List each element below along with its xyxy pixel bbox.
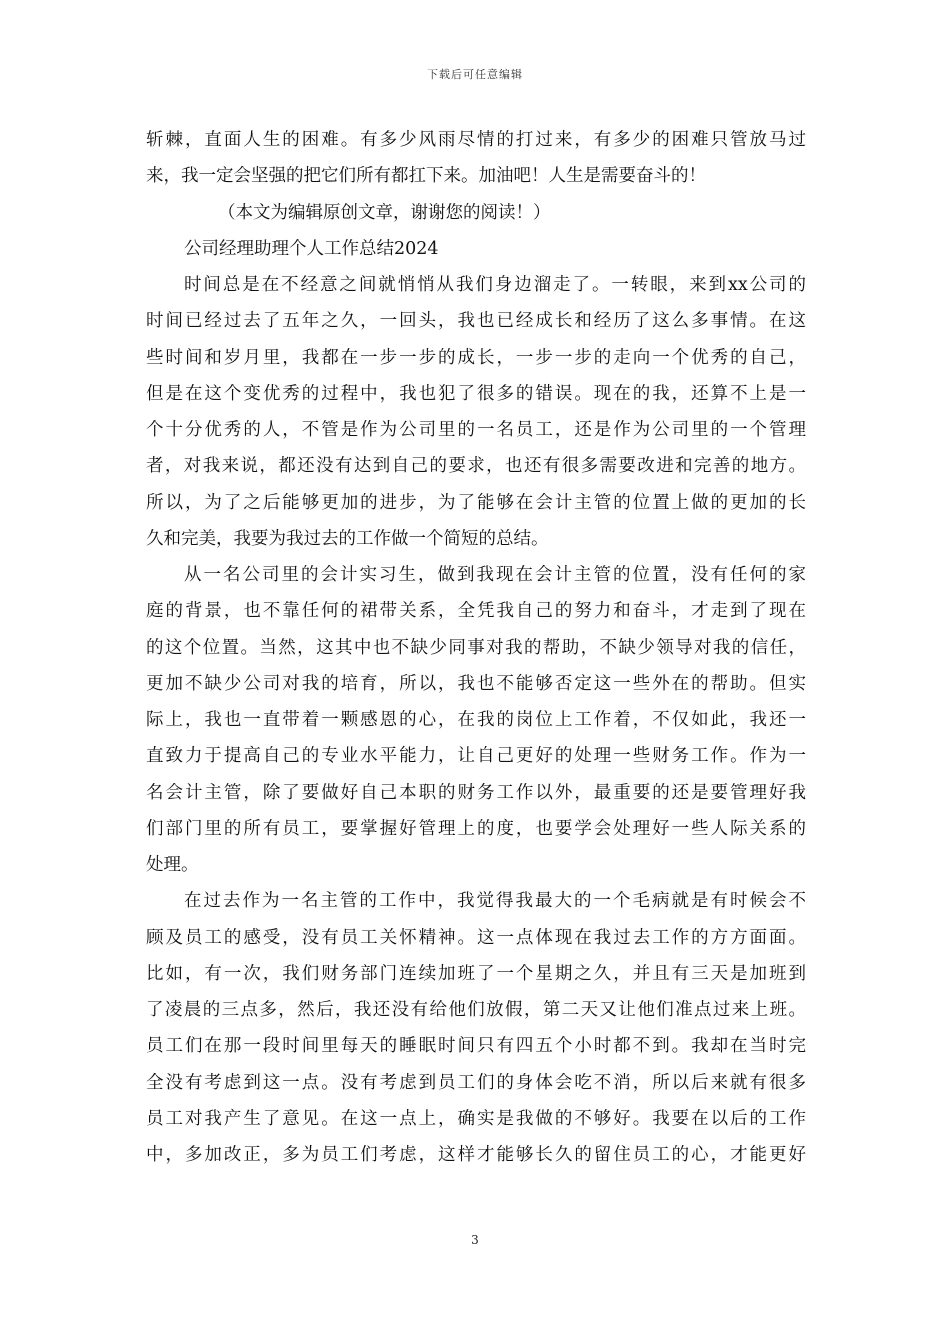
section-title: 公司经理助理个人工作总结2024 [184,238,439,259]
text-line: 者，对我来说，都还没有达到自己的要求，也还有很多需要改进和完善的地方。 [146,456,806,477]
text-line: 时间已经过去了五年之久，一回头，我也已经成长和经历了这么多事情。在这 [146,311,806,332]
text-line: 在过去作为一名主管的工作中，我觉得我最大的一个毛病就是有时候会不 [184,891,806,912]
text-line: 了凌晨的三点多，然后，我还没有给他们放假，第二天又让他们准点过来上班。 [146,1000,806,1020]
text-line: 直致力于提高自己的专业水平能力，让自己更好的处理一些财务工作。作为一 [146,746,806,767]
text-line: 名会计主管，除了要做好自己本职的财务工作以外，最重要的还是要管理好我 [146,782,806,803]
page-number: 3 [471,1233,479,1247]
text-line: 时间总是在不经意之间就悄悄从我们身边溜走了。一转眼，来到xx公司的 [184,275,806,295]
text-line: 从一名公司里的会计实习生，做到我现在会计主管的位置，没有任何的家 [184,565,806,585]
text-line: 员工对我产生了意见。在这一点上，确实是我做的不够好。我要在以后的工作 [146,1108,806,1129]
text-line: 员工们在那一段时间里每天的睡眠时间只有四五个小时都不到。我却在当时完 [146,1036,806,1057]
text-line: 但是在这个变优秀的过程中，我也犯了很多的错误。现在的我，还算不上是一 [146,383,806,404]
text-line: 庭的背景，也不靠任何的裙带关系，全凭我自己的努力和奋斗，才走到了现在 [146,601,806,622]
text-line: 的这个位置。当然，这其中也不缺少同事对我的帮助，不缺少领导对我的信任， [146,637,806,658]
document-body [146,122,806,1173]
text-line: 际上，我也一直带着一颗感恩的心，在我的岗位上工作着，不仅如此，我还一 [146,710,806,730]
text-line: 顾及员工的感受，没有员工关怀精神。这一点体现在我过去工作的方方面面。 [146,927,806,948]
text-line: 斩棘，直面人生的困难。有多少风雨尽情的打过来，有多少的困难只管放马过 [146,130,806,150]
text-line: 更加不缺少公司对我的培育，所以，我也不能够否定这一些外在的帮助。但实 [146,673,806,694]
text-line: 中，多加改正，多为员工们考虑，这样才能够长久的留住员工的心，才能更好 [146,1145,806,1165]
text-line: 来，我一定会坚强的把它们所有都扛下来。加油吧！人生是需要奋斗的！ [146,166,706,187]
text-line: 些时间和岁月里，我都在一步一步的成长，一步一步的走向一个优秀的自己， [146,347,806,368]
text-line: 个十分优秀的人，不管是作为公司里的一名员工，还是作为公司里的一个管理 [146,420,806,440]
text-line: 比如，有一次，我们财务部门连续加班了一个星期之久，并且有三天是加班到 [146,963,806,984]
text-line: 久和完美，我要为我过去的工作做一个简短的总结。 [146,528,549,549]
text-line: 处理。 [146,855,199,875]
page-header: 下载后可任意编辑 [427,68,523,81]
text-line: 们部门里的所有员工，要掌握好管理上的度，也要学会处理好一些人际关系的 [146,818,806,839]
text-line: 所以，为了之后能够更加的进步，为了能够在会计主管的位置上做的更加的长 [146,492,806,513]
text-line: 全没有考虑到这一点。没有考虑到员工们的身体会吃不消，所以后来就有很多 [146,1072,806,1093]
editor-note: （本文为编辑原创文章，谢谢您的阅读！） [218,202,551,223]
